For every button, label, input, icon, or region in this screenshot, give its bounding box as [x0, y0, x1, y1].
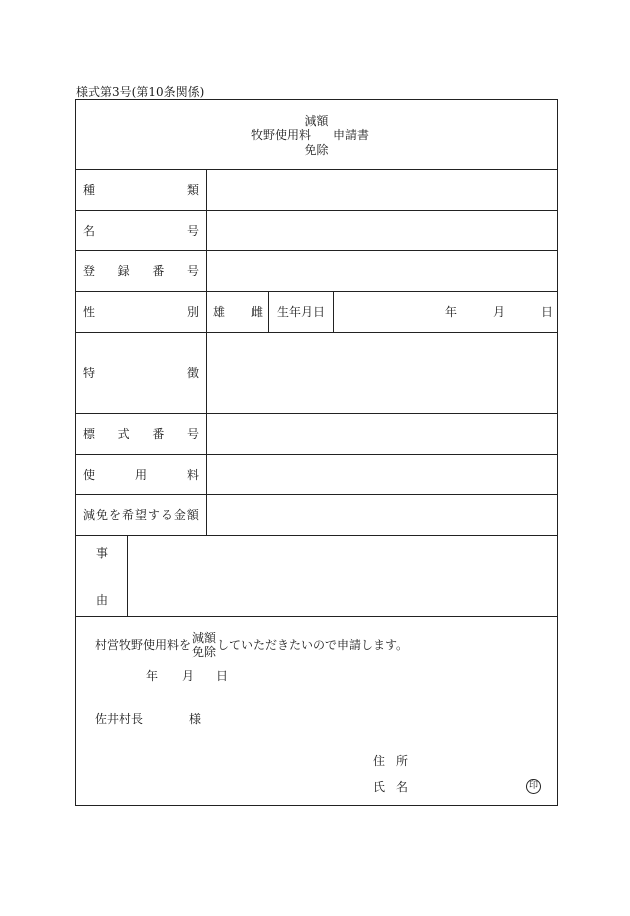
reduction-amount-field[interactable] [207, 495, 557, 535]
sex-options[interactable] [213, 305, 263, 319]
divider [76, 616, 557, 617]
birth-year-label: 年 [445, 305, 458, 319]
label-type: 種 類 [83, 183, 199, 197]
sex-option-male[interactable]: 雄 [213, 305, 226, 319]
title-main-left: 牧野使用料 [250, 128, 311, 142]
birth-date-label: 生年月日 [276, 305, 325, 319]
request-reduce: 減額 [192, 631, 217, 645]
form-number: 様式第3号(第10条関係) [76, 85, 205, 99]
date-year-label: 年 [146, 669, 159, 683]
request-exempt: 免除 [192, 645, 217, 659]
applicant-name-label-2: 名 [396, 780, 409, 794]
features-field[interactable] [207, 333, 557, 413]
reason-field[interactable] [128, 536, 557, 616]
addressee-honorific: 様 [189, 712, 202, 726]
applicant-address-label-1: 住 [373, 754, 386, 768]
reason-label-2: 由 [96, 593, 109, 607]
request-prefix: 村営牧野使用料を [95, 638, 192, 652]
label-registration-number: 登 録 番 号 [83, 264, 199, 278]
applicant-address-label-2: 所 [396, 754, 409, 768]
date-day-label: 日 [216, 669, 229, 683]
birth-month-label: 月 [493, 305, 506, 319]
date-month-label: 月 [182, 669, 195, 683]
application-form [75, 99, 558, 806]
type-field[interactable] [207, 170, 557, 210]
birth-day-label: 日 [541, 305, 554, 319]
label-reduction-amount: 減 免 を 希 望 す る 金 額 [83, 508, 199, 522]
request-suffix: していただきたいので申請します。 [217, 638, 409, 652]
label-tag-number: 標 式 番 号 [83, 427, 199, 441]
label-features: 特 徴 [83, 366, 199, 380]
usage-fee-field[interactable] [207, 455, 557, 494]
reason-label-1: 事 [96, 546, 109, 560]
title-exempt: 免除 [304, 143, 329, 157]
applicant-name-label-1: 氏 [373, 780, 386, 794]
registration-number-field[interactable] [207, 251, 557, 291]
seal-mark: 印 [526, 779, 541, 794]
birth-divider [333, 291, 334, 332]
title-reduce: 減額 [304, 114, 329, 128]
label-usage-fee: 使 用 料 [83, 468, 199, 482]
label-sex: 性 別 [83, 305, 199, 319]
sex-option-female[interactable]: 雌 [250, 305, 263, 319]
addressee-name: 佐井村長 [95, 712, 144, 726]
name-field[interactable] [207, 211, 557, 250]
label-name: 名 号 [83, 224, 199, 238]
tag-number-field[interactable] [207, 414, 557, 454]
divider [76, 291, 557, 292]
title-main-right: 申請書 [332, 128, 369, 142]
